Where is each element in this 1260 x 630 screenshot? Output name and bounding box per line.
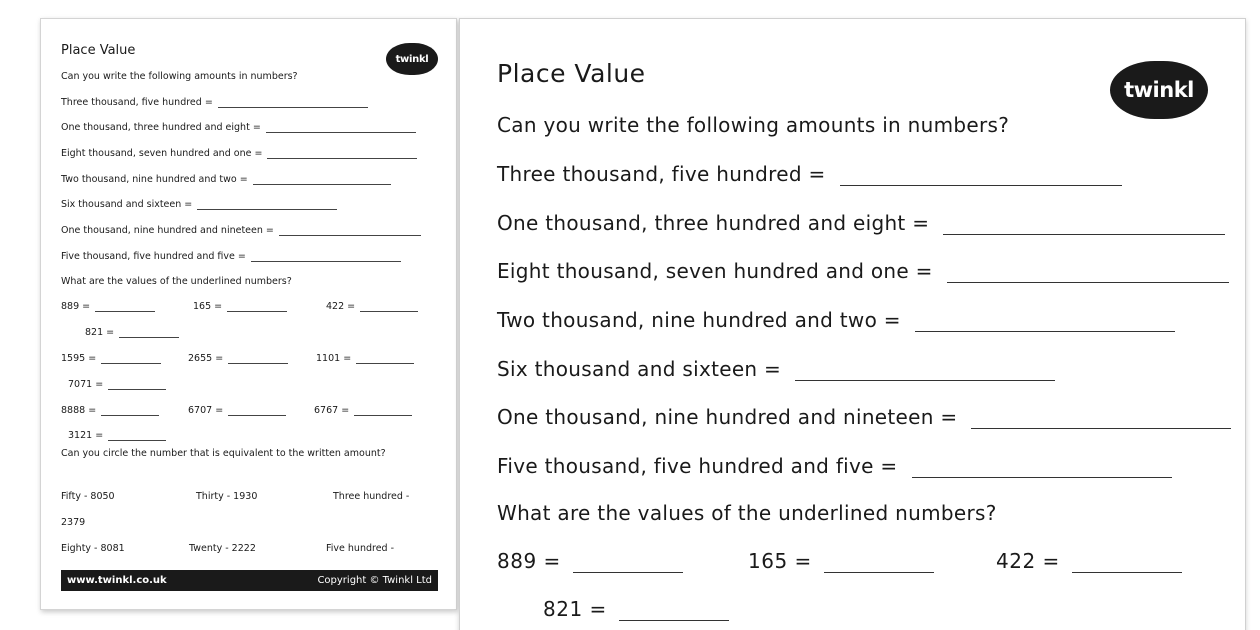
thumbnail-q3-item: Five hundred -	[326, 543, 395, 554]
thumbnail-q2-item: 889 =	[61, 301, 155, 312]
footer-copyright: Copyright © Twinkl Ltd	[317, 575, 432, 586]
thumbnail-q3-item: 2379	[61, 517, 86, 528]
q2-heading: What are the values of the underlined numbers?	[497, 501, 997, 525]
worksheet-thumbnail[interactable]	[40, 18, 457, 610]
thumbnail-q3-item: Twenty - 2222	[189, 543, 256, 554]
q1-item: Six thousand and sixteen =	[497, 355, 1055, 381]
worksheet-preview	[459, 18, 1246, 630]
twinkl-logo: twinkl	[1110, 61, 1208, 119]
thumbnail-q3-heading: Can you circle the number that is equivalent to the written amount?	[61, 448, 386, 459]
thumbnail-title: Place Value	[61, 43, 136, 58]
thumbnail-q2-item: 2655 =	[188, 353, 288, 364]
q1-item: Eight thousand, seven hundred and one =	[497, 257, 1229, 283]
footer-url: www.twinkl.co.uk	[67, 575, 167, 586]
thumbnail-q3-item: Eighty - 8081	[61, 543, 125, 554]
thumbnail-q3-item: Three hundred -	[333, 491, 410, 502]
page-title: Place Value	[497, 59, 646, 88]
thumbnail-q1-heading: Can you write the following amounts in numbers?	[61, 71, 298, 82]
q1-item: One thousand, nine hundred and nineteen =	[497, 403, 1231, 429]
thumbnail-q2-item: 3121 =	[68, 430, 166, 441]
thumbnail-q2-item: 8888 =	[61, 405, 159, 416]
q1-item: Two thousand, nine hundred and two =	[497, 306, 1175, 332]
q2-item: 821 =	[543, 595, 729, 621]
thumbnail-q2-item: 7071 =	[68, 379, 166, 390]
thumbnail-q1-item: Eight thousand, seven hundred and one =	[61, 148, 417, 159]
thumbnail-q1-item: Two thousand, nine hundred and two =	[61, 174, 391, 185]
thumbnail-q1-item: Five thousand, five hundred and five =	[61, 251, 401, 262]
thumbnail-q2-heading: What are the values of the underlined numbers?	[61, 276, 292, 287]
thumbnail-q3-item: Fifty - 8050	[61, 491, 115, 502]
thumbnail-q1-item: One thousand, nine hundred and nineteen =	[61, 225, 421, 236]
thumbnail-q2-item: 6767 =	[314, 405, 412, 416]
thumbnail-q2-item: 821 =	[85, 327, 179, 338]
q1-heading: Can you write the following amounts in numbers?	[497, 113, 1010, 137]
q2-item: 889 =	[497, 547, 683, 573]
q1-item: Three thousand, five hundred =	[497, 160, 1122, 186]
thumbnail-q2-item: 6707 =	[188, 405, 286, 416]
thumbnail-q2-item: 422 =	[326, 301, 418, 312]
q1-item: One thousand, three hundred and eight =	[497, 209, 1225, 235]
thumbnail-q1-item: One thousand, three hundred and eight =	[61, 122, 416, 133]
thumbnail-twinkl-logo: twinkl	[386, 43, 438, 75]
thumbnail-q1-item: Six thousand and sixteen =	[61, 199, 337, 210]
q2-item: 422 =	[996, 547, 1182, 573]
thumbnail-q2-item: 1101 =	[316, 353, 414, 364]
thumbnail-q1-item: Three thousand, five hundred =	[61, 97, 368, 108]
thumbnail-q2-item: 165 =	[193, 301, 287, 312]
q1-item: Five thousand, five hundred and five =	[497, 452, 1172, 478]
thumbnail-footer	[61, 570, 438, 591]
thumbnail-q3-item: Thirty - 1930	[196, 491, 258, 502]
q2-item: 165 =	[748, 547, 934, 573]
thumbnail-q2-item: 1595 =	[61, 353, 161, 364]
